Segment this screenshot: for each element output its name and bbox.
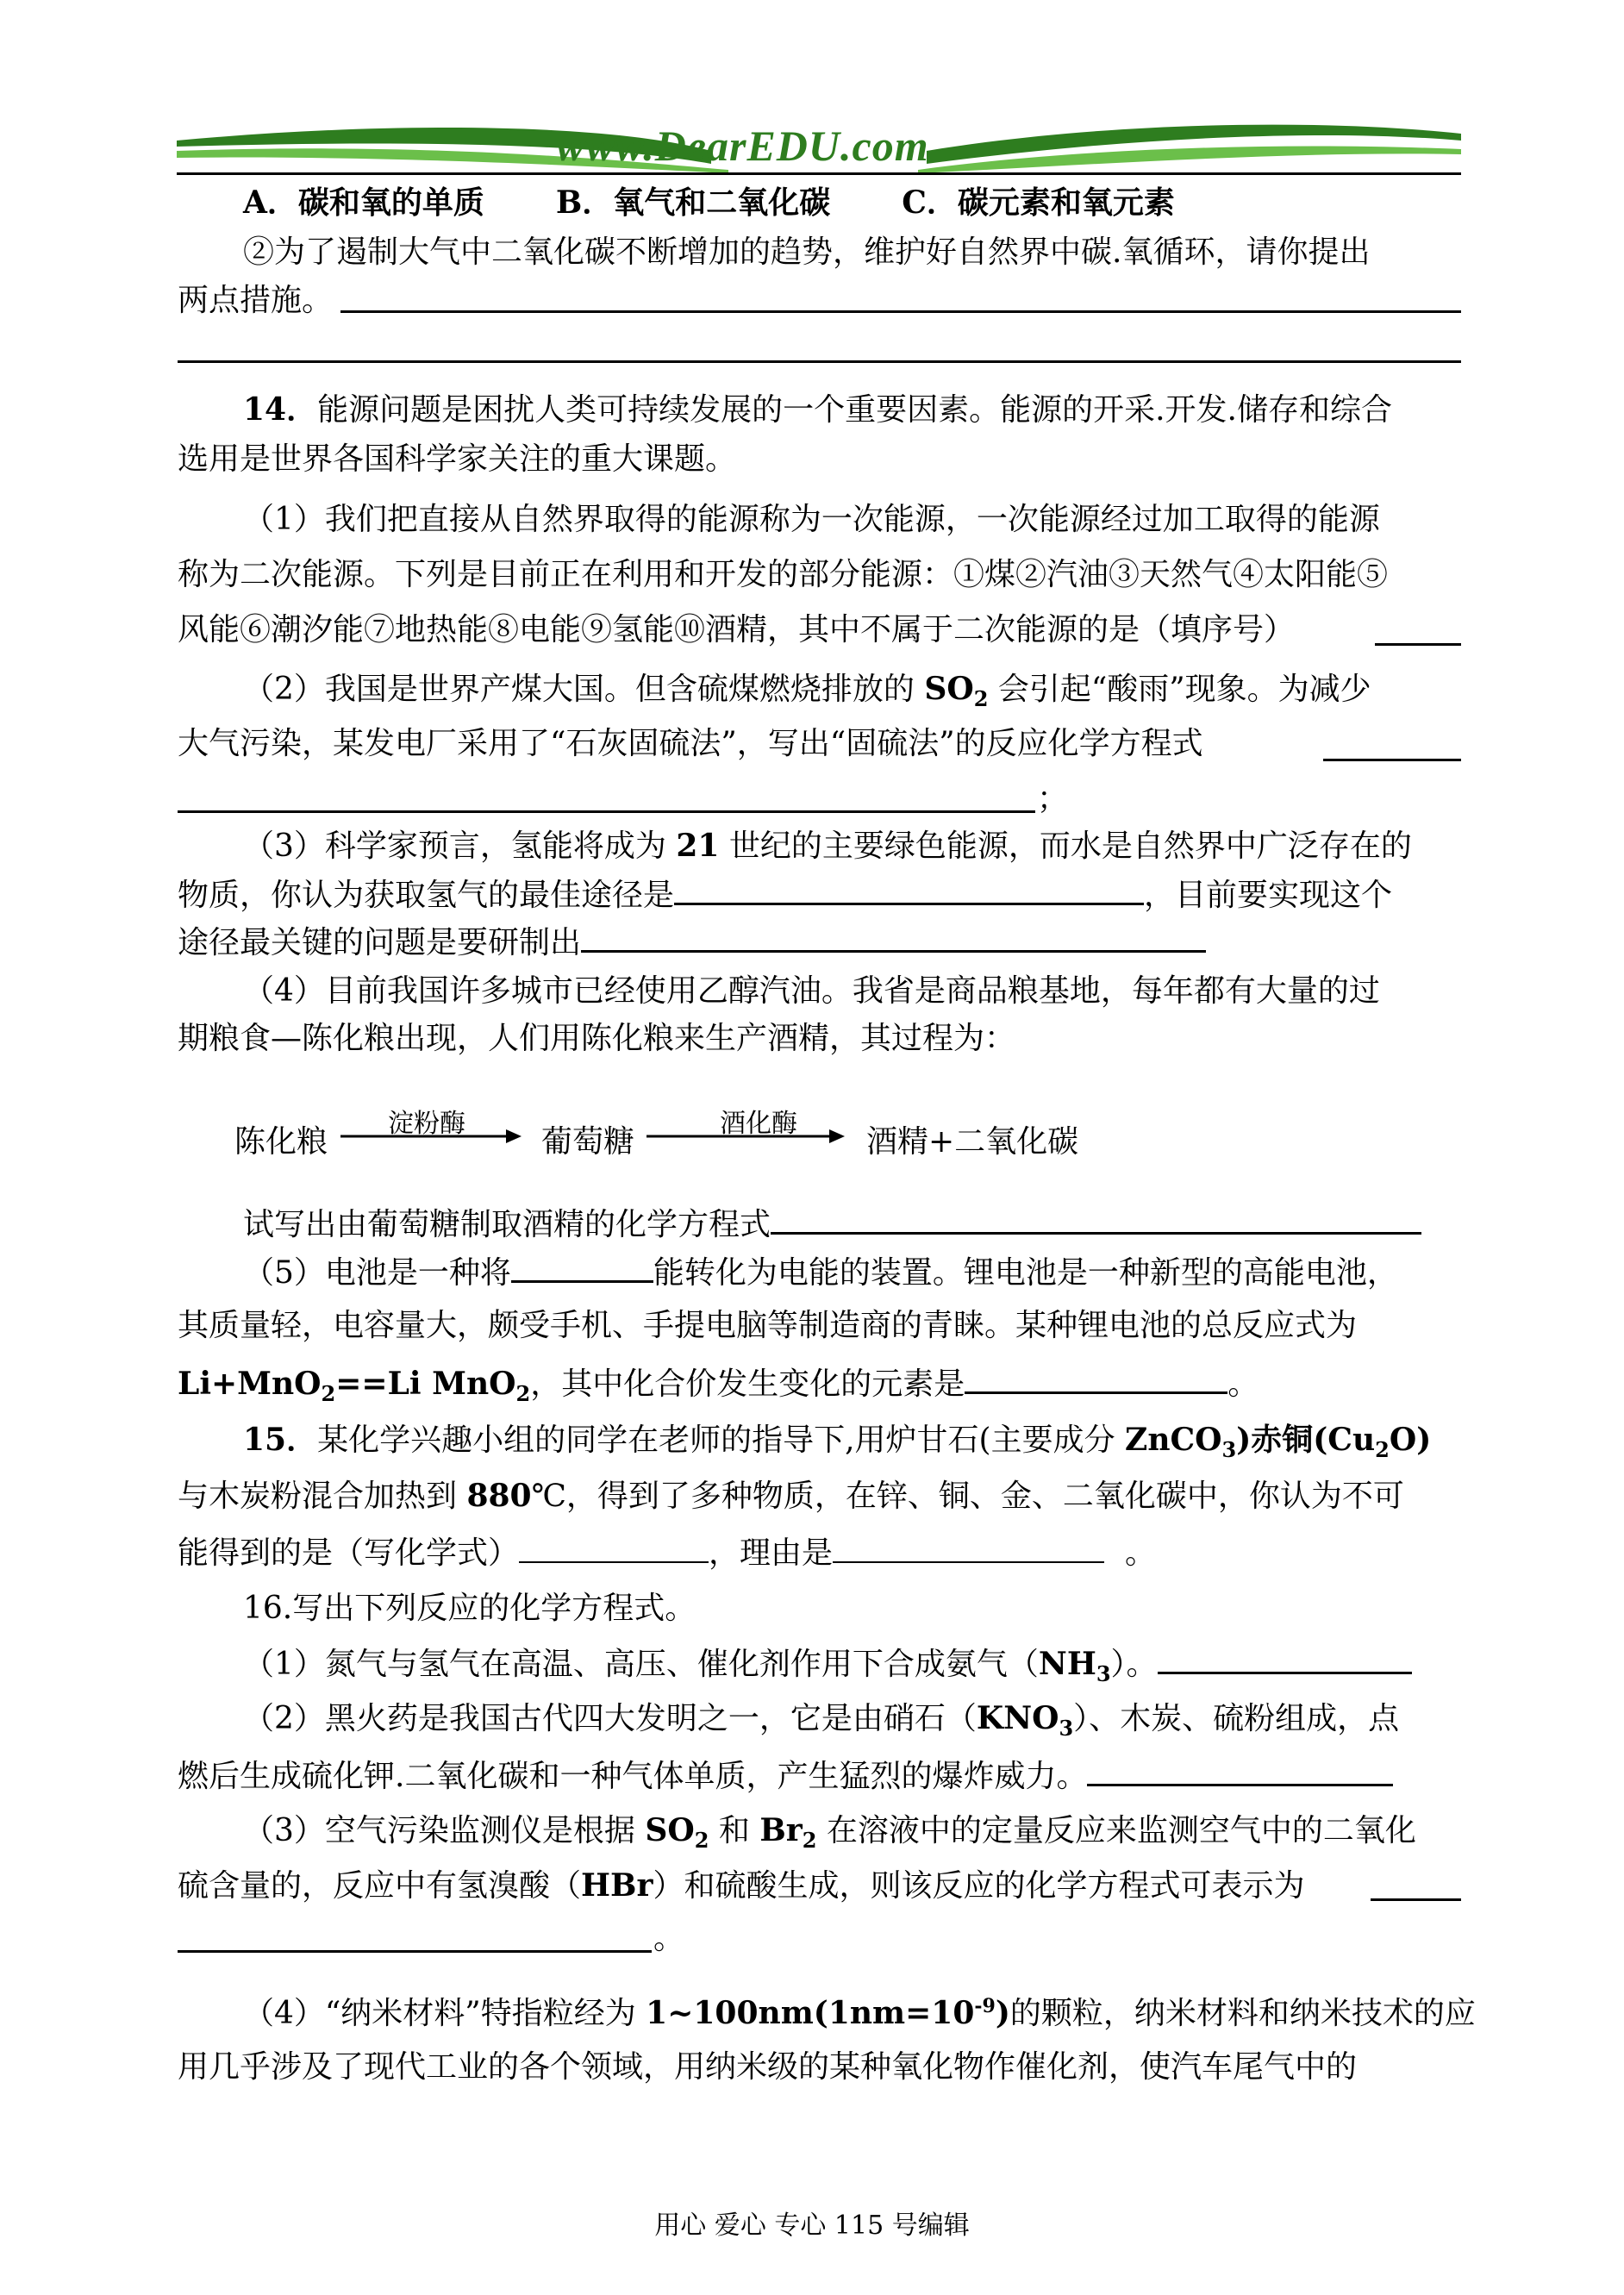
q14-p5-line2: 其质量轻，电容量大，颇受手机、手提电脑等制造商的青睐。某种锂电池的总反应式为 [178, 1308, 1358, 1343]
subscript: 2 [694, 1828, 709, 1854]
q13-option-b: B．氧气和二氧化碳 [555, 184, 831, 221]
formula-znco3: ZnCO [1125, 1422, 1222, 1458]
q15-text-2a: 与木炭粉混合加热到 [178, 1479, 467, 1514]
formula-so2: SO [645, 1812, 695, 1848]
subscript: 2 [973, 686, 989, 712]
q14-p3-text-c: 世纪的主要绿色能源，而水是自然界中广泛存在的 [719, 829, 1412, 864]
answer-blank-q15-b[interactable] [833, 1532, 1104, 1563]
q16-p4-text-a: （4）“纳米材料”特指粒经为 [243, 1996, 646, 2031]
q14-p5-text-a: （5）电池是一种将 [243, 1255, 511, 1291]
answer-blank-q16-3a[interactable] [1371, 1898, 1461, 1901]
subscript: 2 [515, 1381, 531, 1407]
answer-blank-q14-3b[interactable] [581, 921, 1206, 953]
q14-p3-line3 [178, 921, 1206, 963]
q15-text-2c: ℃，得到了多种物质，在锌、铜、金、二氧化碳中，你认为不可 [531, 1479, 1404, 1514]
q14-p5-text-d: 。 [1227, 1366, 1259, 1402]
q14-p2-line1 [243, 669, 1371, 710]
flow-enzyme1: 淀粉酶 [388, 1109, 465, 1139]
subscript: 3 [1059, 1716, 1074, 1742]
answer-blank-q14-5a[interactable] [511, 1251, 653, 1283]
formula-hbr: HBr [581, 1867, 653, 1904]
answer-blank-q14-2b[interactable] [178, 810, 1035, 813]
q16-p3-text-c: 和 [709, 1813, 760, 1848]
q15-line3 [178, 1532, 1156, 1573]
q14-p2-end: ； [1037, 781, 1069, 816]
q15-text-3a: 能得到的是（写化学式） [178, 1535, 520, 1571]
superscript: -9 [974, 1995, 996, 2017]
q16-p4-text-e: 的颗粒，纳米材料和纳米技术的应 [1009, 1996, 1476, 2031]
q14-p3-text-b2: ，目前要实现这个 [1144, 878, 1393, 913]
q16-p2-line2 [178, 1754, 1393, 1797]
flow-end: 酒精+二氧化碳 [866, 1124, 1079, 1160]
q13-sub2-line2 [178, 281, 333, 321]
q14-intro-text: 能源问题是困扰人类可持续发展的一个重要因素。能源的开采.开发.储存和综合 [317, 392, 1392, 428]
q14-p2-text-c: 会引起“酸雨”现象。为减少 [988, 672, 1371, 707]
q14-p3-text-a: （3）科学家预言，氢能将成为 [243, 829, 677, 864]
answer-blank-q16-1[interactable] [1158, 1642, 1412, 1674]
q13-option-a: A．碳和氧的单质 [243, 184, 484, 221]
formula-cu2o-b: O) [1389, 1422, 1432, 1458]
q15-number: 15． [243, 1422, 318, 1458]
q14-p3-line2 [178, 873, 1392, 916]
q14-p5-text-c: ，其中化合价发生变化的元素是 [530, 1366, 965, 1402]
q14-p5-line3 [178, 1362, 1259, 1407]
q14-p2-text-a: （2）我国是世界产煤大国。但含硫煤燃烧排放的 [243, 672, 925, 707]
answer-blank-q14-2a[interactable] [1323, 759, 1461, 761]
formula-li-mno2-product: ==Li MnO [335, 1366, 516, 1402]
formula-cu2o-a: )赤铜(Cu [1236, 1422, 1376, 1458]
q14-intro-line2: 选用是世界各国科学家关注的重大课题。 [178, 441, 737, 477]
answer-blank-q14-5b[interactable] [965, 1362, 1227, 1394]
q14-p4-line3 [243, 1203, 1421, 1245]
q14-p2-line2: 大气污染，某发电厂采用了“石灰固硫法”，写出“固硫法”的反应化学方程式 [178, 726, 1203, 761]
flow-enzyme2: 酒化酶 [720, 1109, 797, 1139]
formula-kno3: KNO [976, 1700, 1059, 1736]
answer-blank-q16-2[interactable] [1087, 1754, 1393, 1786]
q16-p1-text-d: ）。 [1110, 1647, 1158, 1682]
q16-p3-text-a: （3）空气污染监测仪是根据 [243, 1813, 646, 1848]
q14-p5-line1 [243, 1251, 1398, 1293]
q16-p1 [243, 1642, 1412, 1685]
q16-p4-line2: 用几乎涉及了现代工业的各个领域，用纳米级的某种氧化物作催化剂，使汽车尾气中的 [178, 2049, 1358, 2085]
q14-p1-line3: 风能⑥潮汐能⑦地热能⑧电能⑨氢能⑩酒精，其中不属于二次能源的是（填序号） [178, 612, 1296, 647]
q15-line2 [178, 1476, 1404, 1516]
q16-title: 16.写出下列反应的化学方程式。 [243, 1591, 696, 1626]
header-site-text: www.DearEDU.com [556, 122, 929, 170]
answer-blank-q13-b[interactable] [178, 360, 1461, 363]
q16-p3-end: 。 [653, 1921, 685, 1956]
q16-p4-line1 [243, 1993, 1476, 2034]
subscript: 3 [1096, 1661, 1111, 1687]
answer-blank-q14-3a[interactable] [674, 873, 1144, 905]
q16-p1-text-a: （1）氮气与氢气在高温、高压、催化剂作用下合成氨气（ [243, 1647, 1039, 1682]
q14-p1-line1: （1）我们把直接从自然界取得的能源称为一次能源，一次能源经过加工取得的能源 [243, 502, 1380, 537]
subscript: 2 [1375, 1437, 1390, 1463]
q14-p4-line1: （4）目前我国许多城市已经使用乙醇汽油。我省是商品粮基地，每年都有大量的过 [243, 973, 1380, 1009]
flow-arrow-2 [646, 1126, 845, 1147]
answer-blank-q16-3b[interactable] [178, 1950, 652, 1953]
q13-options [243, 183, 1175, 223]
q16-p4-range: 1~100nm(1nm=10 [646, 1995, 975, 2031]
q14-p4-text-3: 试写出由葡萄糖制取酒精的化学方程式 [243, 1207, 771, 1242]
subscript: 3 [1221, 1437, 1237, 1463]
answer-blank-q13-a[interactable] [340, 310, 1461, 313]
q13-sub2-line1: ②为了遏制大气中二氧化碳不断增加的趋势，维护好自然界中碳.氧循环，请你提出 [243, 235, 1371, 270]
answer-blank-q14-1[interactable] [1375, 643, 1461, 646]
subscript: 2 [802, 1828, 817, 1854]
q14-p4-line2: 期粮食—陈化粮出现，人们用陈化粮来生产酒精，其过程为： [178, 1021, 1016, 1056]
q16-p3-text-2c: ）和硫酸生成，则该反应的化学方程式可表示为 [653, 1868, 1305, 1904]
q15-line1 [243, 1420, 1432, 1463]
q13-sub2-text: 两点措施。 [178, 283, 334, 318]
q13-option-c: C．碳元素和氧元素 [902, 184, 1175, 221]
q16-p2-text-2: 燃后生成硫化钾.二氧化碳和一种气体单质，产生猛烈的爆炸威力。 [178, 1759, 1088, 1794]
formula-br2: Br [759, 1812, 803, 1848]
q16-p3-line1 [243, 1810, 1416, 1854]
q14-p3-text-3: 途径最关键的问题是要研制出 [178, 925, 582, 960]
q14-p3-text-a2: 物质，你认为获取氢气的最佳途径是 [178, 878, 675, 913]
q15-temperature: 880 [466, 1478, 532, 1514]
header-rule [177, 172, 1461, 175]
q14-number: 14． [243, 391, 318, 428]
q16-p2-text-d: ）、木炭、硫粉组成，点 [1073, 1701, 1400, 1736]
q16-p3-text-e: 在溶液中的定量反应来监测空气中的二氧化 [816, 1813, 1416, 1848]
q15-text-a: 某化学兴趣小组的同学在老师的指导下,用炉甘石(主要成分 [317, 1423, 1126, 1458]
q16-p2-line1 [243, 1698, 1400, 1742]
flow-middle: 葡萄糖 [541, 1124, 635, 1160]
page-footer: 用心 爱心 专心 115 号编辑 [654, 2211, 970, 2241]
q14-p1-line2: 称为二次能源。下列是目前正在利用和开发的部分能源：①煤②汽油③天然气④太阳能⑤ [178, 557, 1389, 592]
answer-blank-q14-4[interactable] [771, 1203, 1421, 1235]
formula-so2: SO [924, 671, 974, 707]
flow-start: 陈化粮 [234, 1124, 328, 1160]
q14-p5-text-b: 能转化为电能的装置。锂电池是一种新型的高能电池， [653, 1255, 1398, 1291]
q14-intro-line1 [243, 390, 1392, 430]
answer-blank-q15-a[interactable] [519, 1532, 709, 1563]
q16-p2-text-a: （2）黑火药是我国古代四大发明之一，它是由硝石（ [243, 1701, 977, 1736]
q16-p3-line2 [178, 1866, 1304, 1906]
q14-p3-century: 21 [676, 828, 720, 864]
formula-li-mno2: Li+MnO [178, 1366, 322, 1402]
subscript: 2 [321, 1381, 336, 1407]
flow-arrow-1 [340, 1126, 522, 1147]
q15-text-3c: 。 [1125, 1535, 1157, 1571]
formula-nh3: NH [1038, 1646, 1096, 1682]
q16-p4-paren: ) [995, 1995, 1010, 2031]
q14-p3-line1 [243, 826, 1412, 866]
q16-p3-text-2a: 硫含量的，反应中有氢溴酸（ [178, 1868, 582, 1904]
q15-text-3b: ，理由是 [709, 1535, 834, 1571]
